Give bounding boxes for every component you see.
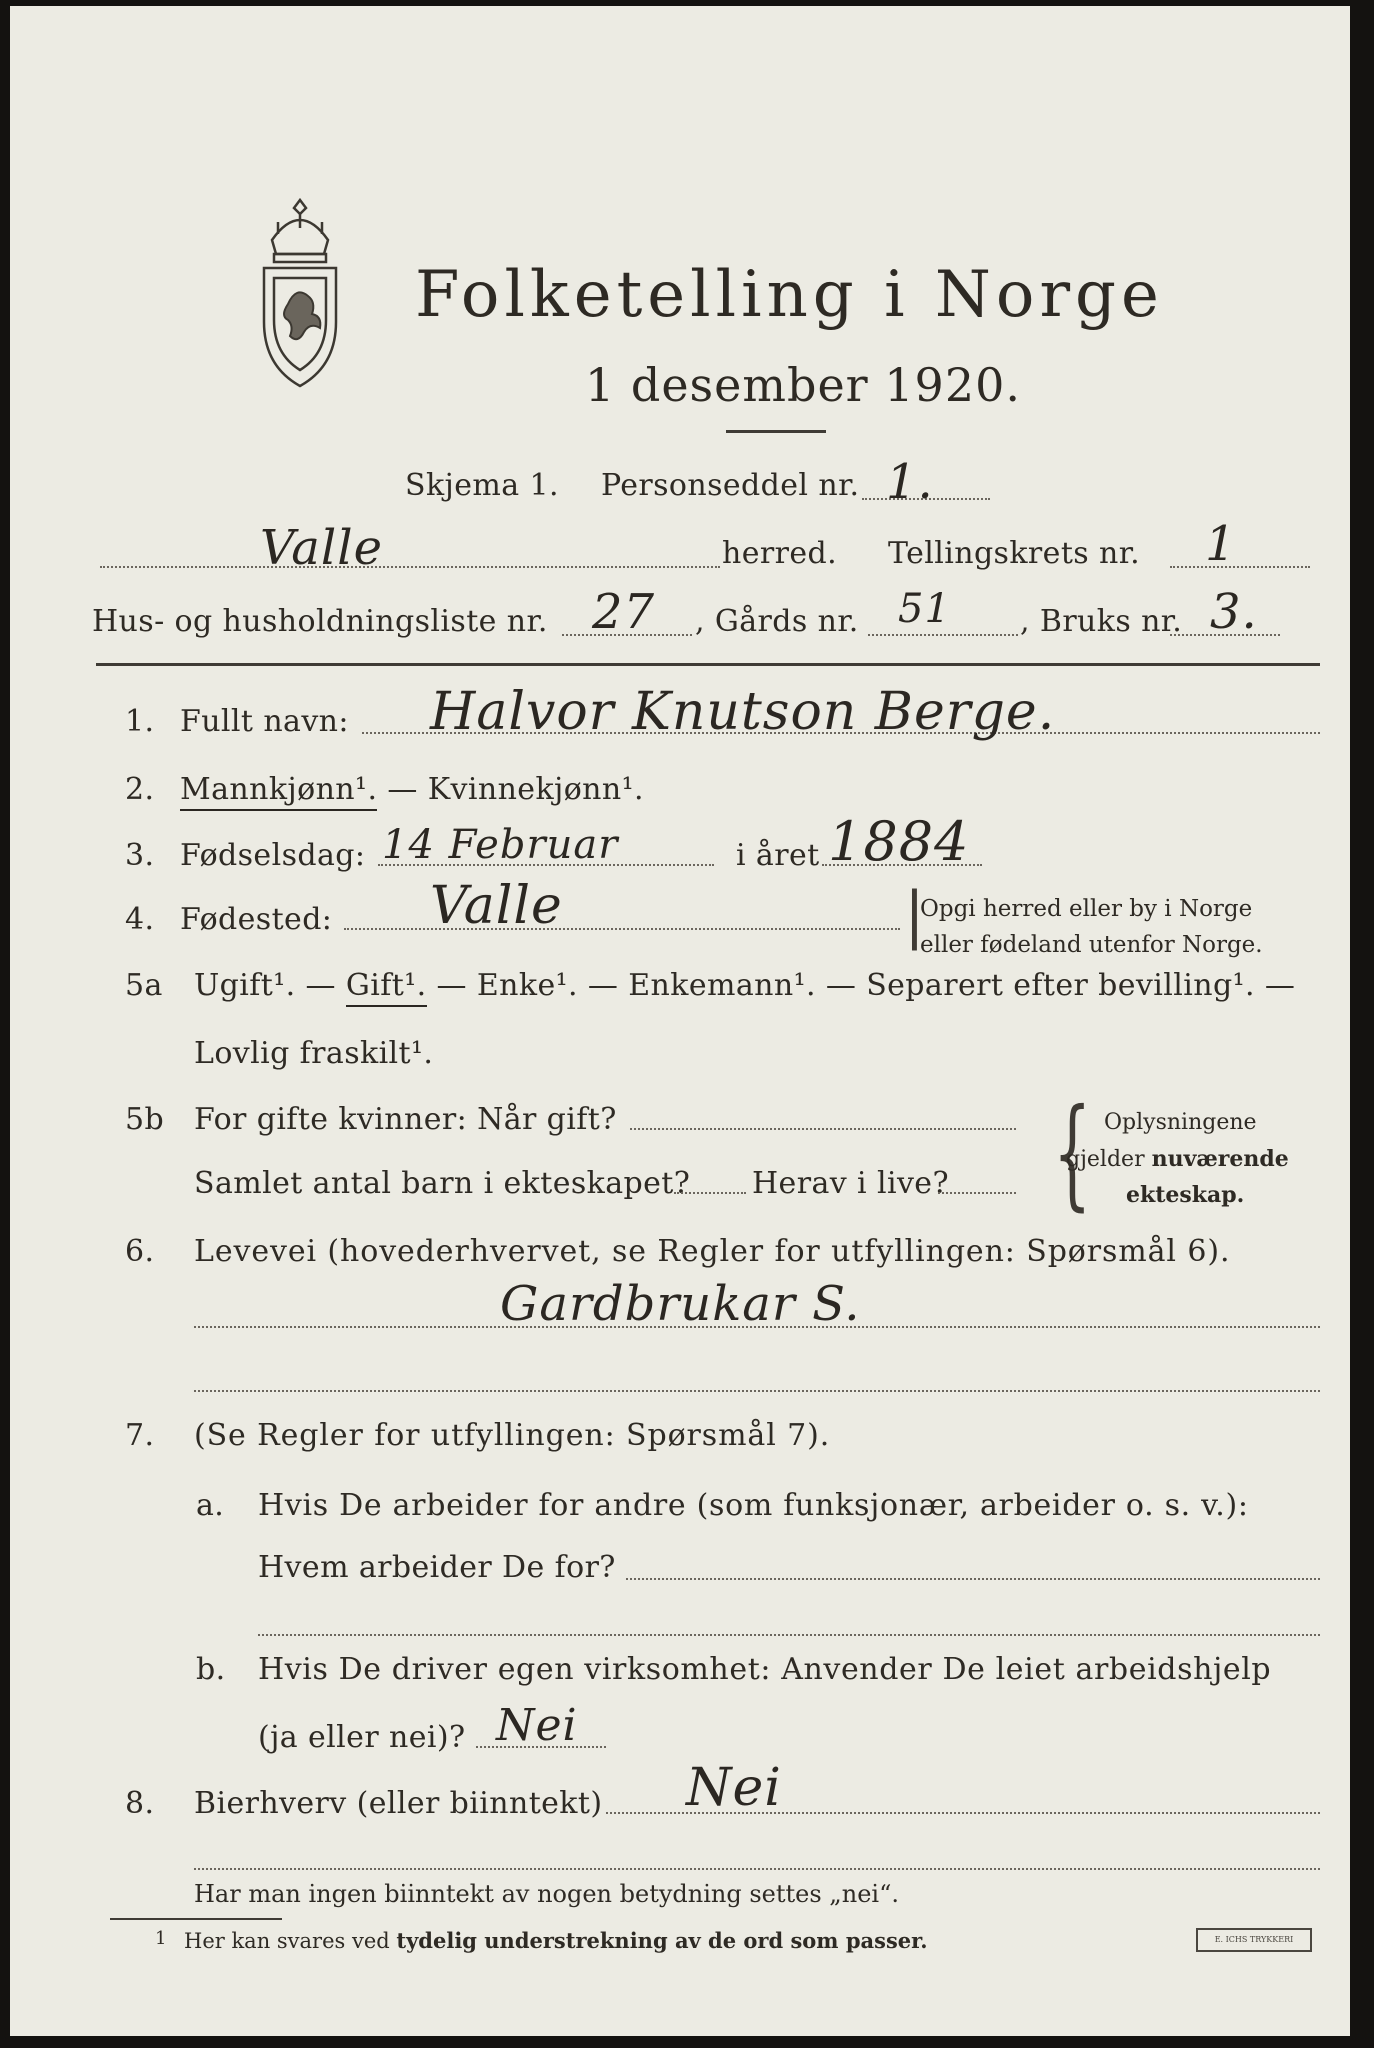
census-date: 1 desember 1920. xyxy=(585,358,1021,412)
personseddel-label: Personseddel nr. xyxy=(601,468,860,503)
q2-female-option: Kvinnekjønn¹. xyxy=(427,772,644,807)
gards-line xyxy=(868,634,1018,636)
q5a-number: 5a xyxy=(125,968,163,1003)
q3-number: 3. xyxy=(125,838,155,873)
herred-line xyxy=(100,566,720,568)
q4-note-1: Opgi herred eller by i Norge xyxy=(920,896,1253,922)
q4-number: 4. xyxy=(125,902,155,937)
q6-number: 6. xyxy=(125,1234,155,1269)
q6-occupation: Gardbrukar S. xyxy=(500,1276,861,1332)
q7a-label-2: Hvem arbeider De for? xyxy=(258,1550,616,1585)
tellingskrets-value: 1 xyxy=(1205,516,1237,572)
q6-line-2 xyxy=(194,1390,1320,1392)
hus-value: 27 xyxy=(592,584,656,640)
q7a-line-2 xyxy=(258,1634,1320,1636)
footnote-mark: 1 xyxy=(155,1928,167,1949)
footnote-text-b: tydelig understrekning av de ord som passer. xyxy=(396,1928,928,1953)
q7b-label: Hvis De driver egen virksomhet: Anvender De leiet arbeidshjelp xyxy=(258,1652,1272,1687)
tellingskrets-label: Tellingskrets nr. xyxy=(888,536,1141,571)
q5a-line2: Lovlig fraskilt¹. xyxy=(194,1036,434,1071)
coat-of-arms-icon xyxy=(252,194,348,394)
hus-label: Hus- og husholdningsliste nr. xyxy=(92,604,548,639)
q8-label: Bierhverv (eller biinntekt) xyxy=(194,1786,603,1821)
herred-label: herred. xyxy=(722,536,838,571)
q5a-gift: Gift¹. xyxy=(346,968,427,1007)
q4-birthplace: Valle xyxy=(430,876,563,936)
q2-number: 2. xyxy=(125,772,155,807)
q2-male-option: Mannkjønn¹. xyxy=(180,772,377,811)
q5a-rest: — Enke¹. — Enkemann¹. — Separert efter bevilling¹. — xyxy=(426,968,1296,1003)
q5b-label-2: Samlet antal barn i ekteskapet? xyxy=(194,1166,691,1201)
q5a-options xyxy=(194,968,1295,1003)
q7b-number: b. xyxy=(196,1652,226,1687)
q4-brace: | xyxy=(904,878,925,951)
bruks-value: 3. xyxy=(1210,584,1258,640)
header-rule xyxy=(96,663,1320,666)
q5b-label-3: Herav i live? xyxy=(752,1166,949,1201)
q7b-answer: Nei xyxy=(496,1700,578,1751)
q5b-line-2 xyxy=(674,1192,746,1194)
q7-label: (Se Regler for utfyllingen: Spørsmål 7). xyxy=(194,1418,831,1453)
q3-label: Fødselsdag: xyxy=(180,838,366,873)
q5b-line-3 xyxy=(938,1192,1016,1194)
q5b-note-2a: gjelder xyxy=(1066,1147,1152,1172)
q8-number: 8. xyxy=(125,1786,155,1821)
form-title: Folketelling i Norge xyxy=(415,258,1164,332)
q8-line-2 xyxy=(194,1868,1320,1870)
q2-separator: — xyxy=(377,772,428,807)
q3-birthday: 14 Februar xyxy=(382,822,619,868)
q7b-label-2: (ja eller nei)? xyxy=(258,1720,466,1755)
gards-label: , Gårds nr. xyxy=(695,604,859,639)
q4-label: Fødested: xyxy=(180,902,333,937)
personseddel-value: 1. xyxy=(886,454,934,510)
q5b-brace: { xyxy=(1053,1084,1092,1223)
footnote-text-a: Her kan svares ved xyxy=(184,1929,397,1953)
biinntekt-note: Har man ingen biinntekt av nogen betydning settes „nei“. xyxy=(194,1880,899,1908)
printer-stamp: E. ICHS TRYKKERI xyxy=(1196,1928,1312,1952)
skjema-label: Skjema 1. xyxy=(405,468,559,503)
herred-value: Valle xyxy=(260,520,383,576)
q6-label: Levevei (hovederhvervet, se Regler for utfyllingen: Spørsmål 6). xyxy=(194,1234,1231,1269)
q7a-number: a. xyxy=(196,1488,225,1523)
q5b-note-2b: nuværende xyxy=(1151,1146,1289,1172)
q3-year-label: i året xyxy=(736,838,820,873)
q1-label: Fullt navn: xyxy=(180,704,349,739)
q2-sex-line xyxy=(180,772,644,807)
q5b-note-2 xyxy=(1066,1146,1289,1172)
footnote-text xyxy=(184,1928,928,1953)
q7a-label: Hvis De arbeider for andre (som funksjonær, arbeider o. s. v.): xyxy=(258,1488,1249,1523)
q8-answer: Nei xyxy=(686,1758,782,1818)
bruks-label: , Bruks nr. xyxy=(1020,604,1183,639)
q3-birth-year: 1884 xyxy=(828,810,970,873)
q5b-note-3: ekteskap. xyxy=(1126,1182,1245,1208)
footnote-rule xyxy=(110,1918,282,1920)
title-divider xyxy=(726,430,826,433)
q1-number: 1. xyxy=(125,704,155,739)
gards-value: 51 xyxy=(898,586,951,632)
q5a-ugift: Ugift¹. — xyxy=(194,968,346,1003)
q5b-line-1 xyxy=(630,1128,1016,1130)
q4-note-2: eller fødeland utenfor Norge. xyxy=(920,932,1263,958)
q5b-number: 5b xyxy=(125,1102,165,1137)
q5b-note-1: Oplysningene xyxy=(1104,1110,1257,1135)
q5b-label-1: For gifte kvinner: Når gift? xyxy=(194,1102,617,1137)
q1-full-name: Halvor Knutson Berge. xyxy=(430,682,1056,742)
q6-line-1 xyxy=(194,1326,1320,1328)
q4-line xyxy=(344,928,900,930)
q7-number: 7. xyxy=(125,1418,155,1453)
tellingskrets-line xyxy=(1170,566,1310,568)
census-form xyxy=(10,6,1350,2036)
q7a-line-1 xyxy=(626,1578,1320,1580)
